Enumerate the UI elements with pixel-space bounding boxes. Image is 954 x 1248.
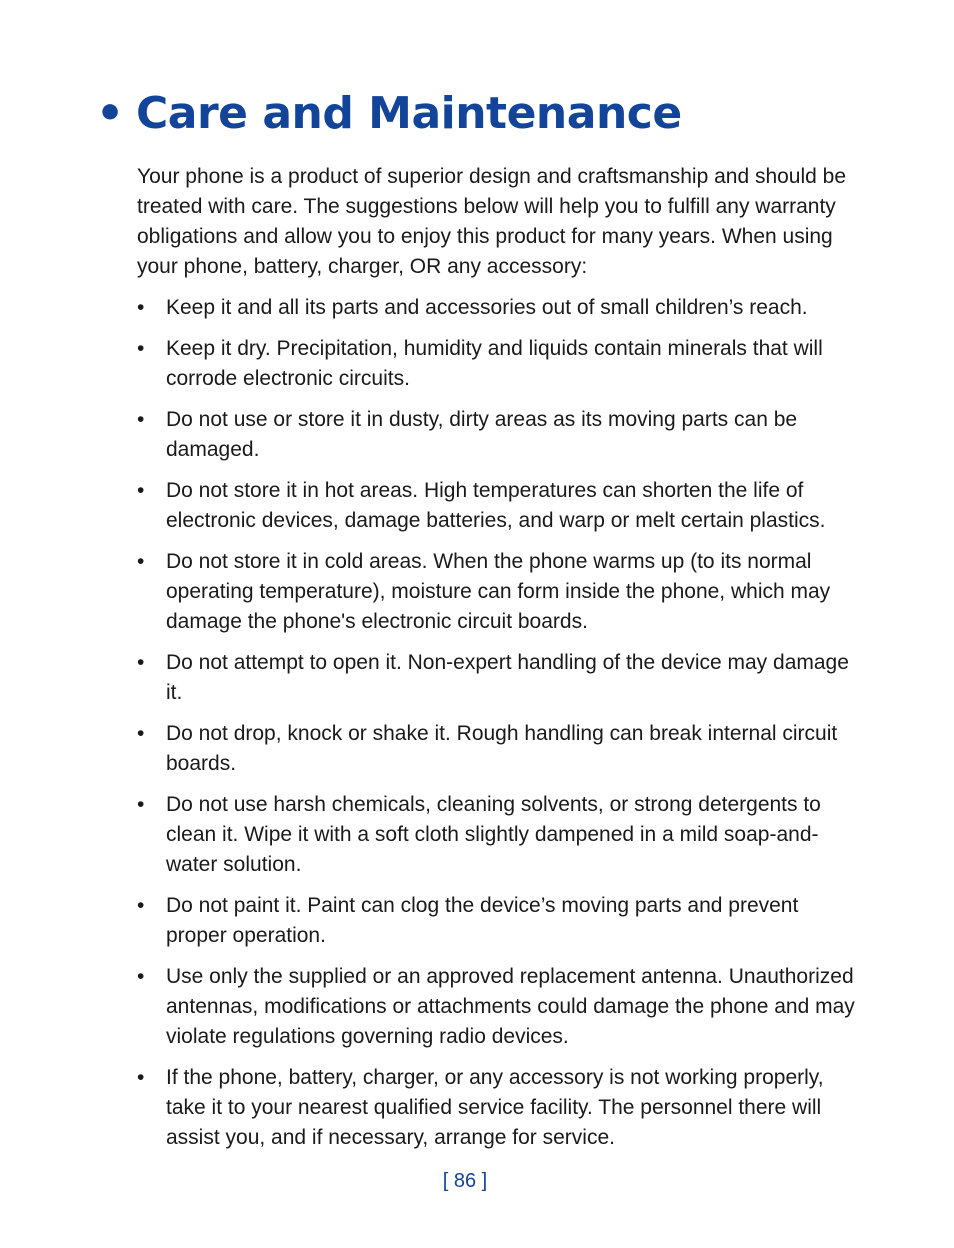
list-item bbox=[137, 405, 857, 465]
bullet-glyph: • bbox=[137, 722, 145, 745]
list-item-text: Do not use or store it in dusty, dirty areas as its moving parts can be damaged. bbox=[166, 408, 798, 461]
title-bullet: • bbox=[96, 88, 124, 139]
list-item bbox=[137, 891, 857, 951]
bullet-glyph: • bbox=[137, 651, 145, 674]
list-item bbox=[137, 648, 857, 708]
bullet-glyph: • bbox=[137, 296, 145, 319]
list-item bbox=[137, 476, 857, 536]
list-item bbox=[137, 719, 857, 779]
list-item-text: If the phone, battery, charger, or any accessory is not working properly, take it to your nearest qualified service facility. The personnel there will assist you, and if necessary, arrange for service. bbox=[166, 1066, 824, 1149]
list-item bbox=[137, 962, 857, 1052]
intro-paragraph: Your phone is a product of superior design and craftsmanship and should be treated with care. The suggestions below will help you to fulfill any warranty obligations and allow you to enjoy this product for many years. When using your phone, battery, charger, OR any accessory: bbox=[137, 165, 847, 278]
list-item bbox=[137, 334, 857, 394]
list-item-text: Use only the supplied or an approved replacement antenna. Unauthorized antennas, modifications or attachments could damage the phone and may violate regulations governing radio devices. bbox=[166, 965, 855, 1048]
content-body bbox=[137, 162, 857, 1164]
bullet-glyph: • bbox=[137, 793, 145, 816]
list-item-text: Keep it and all its parts and accessories out of small children’s reach. bbox=[166, 296, 808, 319]
page-number: [ 86 ] bbox=[442, 1170, 488, 1192]
list-item-text: Do not paint it. Paint can clog the device’s moving parts and prevent proper operation. bbox=[166, 894, 799, 947]
page-title-text: Care and Maintenance bbox=[136, 88, 682, 139]
bullet-glyph: • bbox=[137, 965, 145, 988]
list-item bbox=[137, 293, 857, 323]
list-item bbox=[137, 790, 857, 880]
bullet-glyph: • bbox=[137, 479, 145, 502]
bullet-glyph: • bbox=[137, 1066, 145, 1089]
bullet-glyph: • bbox=[137, 408, 145, 431]
bullet-glyph: • bbox=[137, 337, 145, 360]
list-item bbox=[137, 1063, 857, 1153]
care-list bbox=[137, 293, 857, 1153]
page-title bbox=[96, 84, 682, 144]
list-item-text: Do not attempt to open it. Non-expert handling of the device may damage it. bbox=[166, 651, 849, 704]
list-item-text: Do not drop, knock or shake it. Rough handling can break internal circuit boards. bbox=[166, 722, 838, 775]
list-item-text: Do not use harsh chemicals, cleaning solvents, or strong detergents to clean it. Wipe it with a soft cloth slightly dampened in a mild soap-and-water solution. bbox=[166, 793, 821, 876]
list-item bbox=[137, 547, 857, 637]
bullet-glyph: • bbox=[137, 894, 145, 917]
list-item-text: Do not store it in cold areas. When the phone warms up (to its normal operating temperature), moisture can form inside the phone, which may damage the phone's electronic circuit boards. bbox=[166, 550, 831, 633]
bullet-glyph: • bbox=[137, 550, 145, 573]
list-item-text: Do not store it in hot areas. High temperatures can shorten the life of electronic devices, damage batteries, and warp or melt certain plastics. bbox=[166, 479, 826, 532]
list-item-text: Keep it dry. Precipitation, humidity and liquids contain minerals that will corrode electronic circuits. bbox=[166, 337, 823, 390]
